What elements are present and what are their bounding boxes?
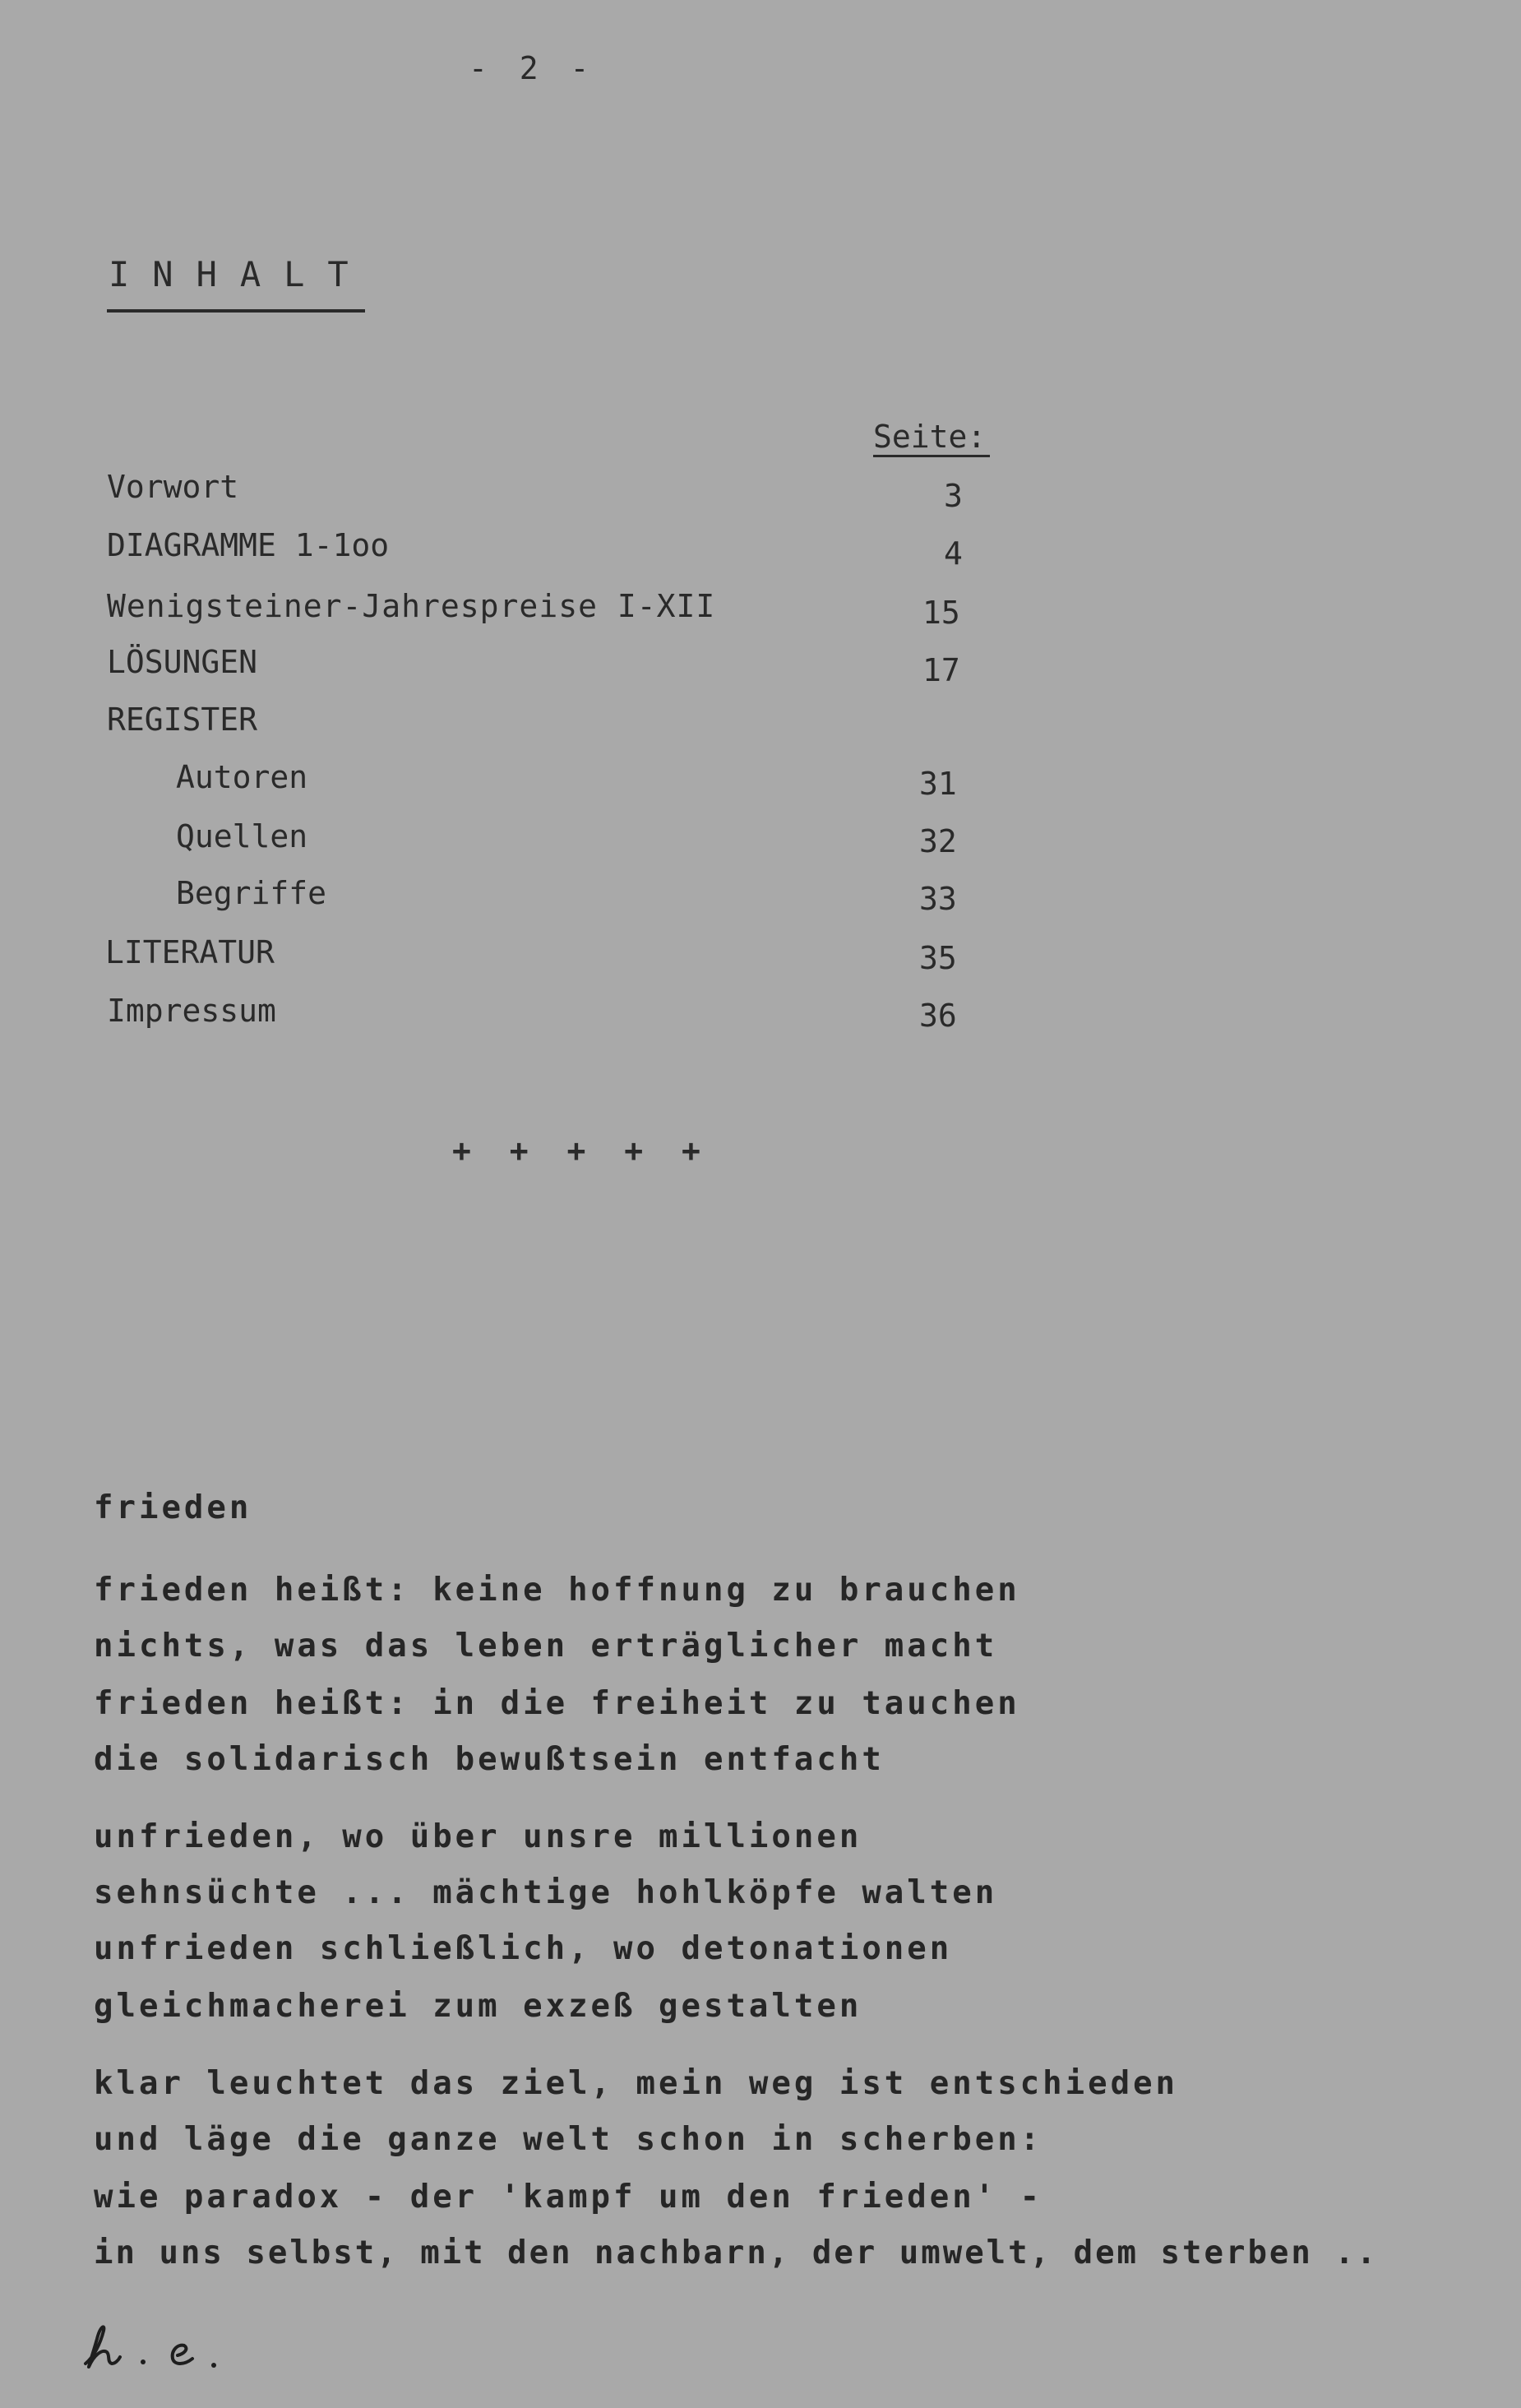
toc-entry-label: DIAGRAMME 1-1oo [107, 527, 390, 563]
poem-line: klar leuchtet das ziel, mein weg ist entschieden [94, 2065, 1179, 2102]
toc-entry-page: 15 [922, 595, 960, 631]
toc-entry-label: Impressum [107, 993, 276, 1029]
poem-line: unfrieden, wo über unsre millionen [94, 1818, 862, 1855]
poem-line: nichts, was das leben erträglicher macht [94, 1628, 998, 1665]
poem-line: die solidarisch bewußtsein entfacht [94, 1741, 885, 1778]
toc-entry-label: Vorwort [107, 469, 239, 505]
poem-line: gleichmacherei zum exzeß gestalten [94, 1988, 862, 2025]
handwritten-signature [79, 2318, 235, 2375]
toc-entry-page: 17 [922, 652, 960, 688]
toc-entry-label: Quellen [176, 818, 308, 854]
section-separator: + + + + + [452, 1132, 710, 1169]
poem-line: in uns selbst, mit den nachbarn, der umwelt, dem sterben .. [94, 2234, 1379, 2271]
toc-entry-page: 36 [919, 998, 957, 1034]
toc-entry-label: Autoren [176, 759, 308, 795]
poem-line: wie paradox - der 'kampf um den frieden' - [94, 2179, 1043, 2216]
page-header-underline [873, 455, 990, 457]
toc-entry-page: 32 [919, 823, 957, 859]
poem-title: frieden [94, 1489, 252, 1526]
toc-entry-page: 31 [919, 766, 957, 802]
toc-entry-label: Wenigsteiner-Jahrespreise I-XII [107, 588, 716, 624]
toc-entry-page: 4 [944, 535, 963, 572]
toc-entry-label: REGISTER [107, 702, 258, 738]
toc-page-header: Seite: [873, 419, 987, 455]
poem-line: sehnsüchte ... mächtige hohlköpfe walten [94, 1874, 998, 1911]
toc-heading: INHALT [109, 254, 372, 294]
toc-entry-page: 33 [919, 881, 957, 917]
poem-line: unfrieden schließlich, wo detonationen [94, 1930, 953, 1967]
poem-line: und läge die ganze welt schon in scherben: [94, 2121, 1043, 2158]
toc-entry-page: 35 [919, 940, 957, 976]
poem-line: frieden heißt: in die freiheit zu tauchen [94, 1685, 1020, 1722]
toc-entry-label: LITERATUR [105, 934, 275, 970]
poem-line: frieden heißt: keine hoffnung zu brauchen [94, 1572, 1020, 1609]
toc-entry-page: 3 [944, 478, 963, 514]
heading-underline [107, 309, 365, 313]
page-number: - 2 - [469, 50, 596, 86]
toc-entry-label: LÖSUNGEN [107, 644, 258, 680]
toc-entry-label: Begriffe [176, 875, 327, 911]
